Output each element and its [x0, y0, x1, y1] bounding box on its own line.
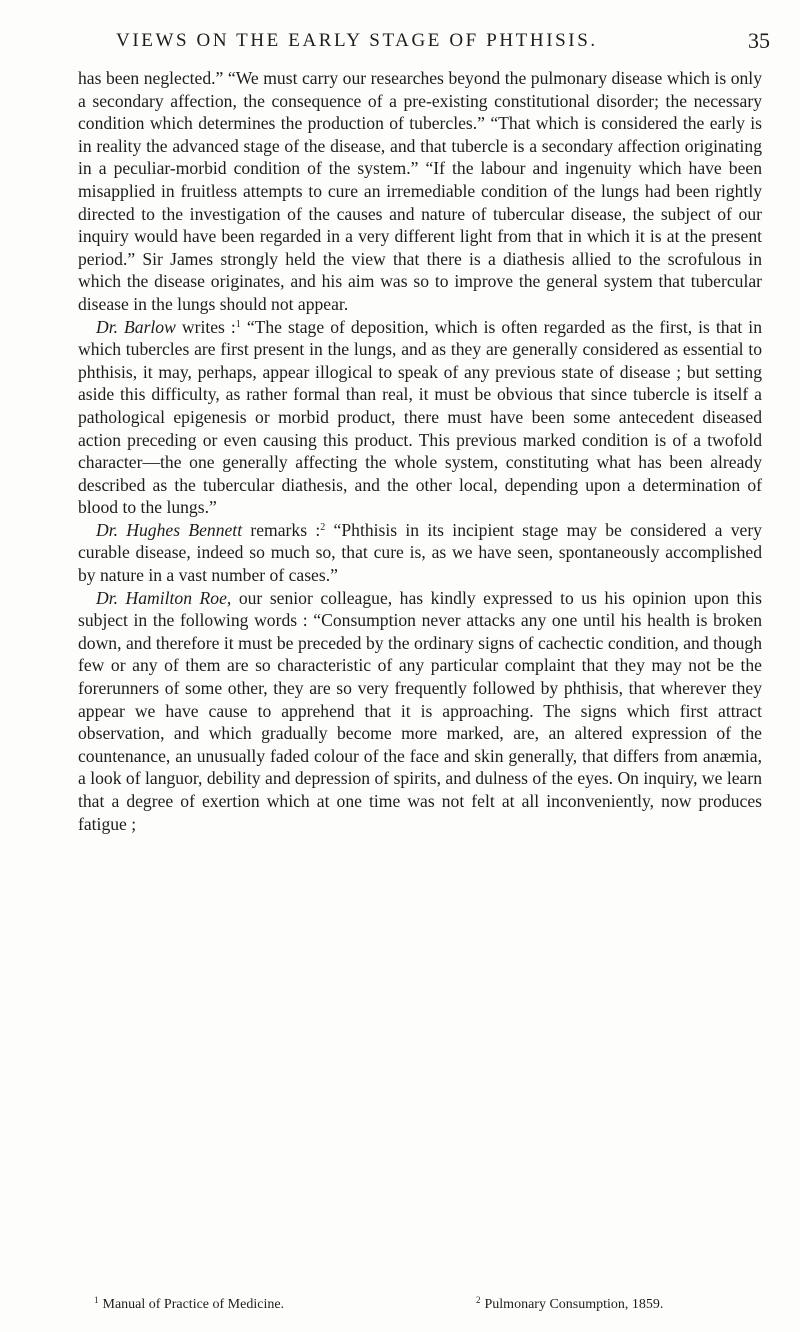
- quotation-text: , our senior colleague, has kindly expressed to us his opinion upon this subject in the following words : “Consumption never attacks any one until his health is broken down, and therefore it must be preceded by the ordinary signs of cachectic condition, and though few or any of them are so characteristic of any particular complaint that they may not be the forerunners of some other, they are so very frequently followed by phthisis, that wherever they appear we have cause to apprehend that it is approaching. The signs which first attract observation, and which gradually become more marked, are, an altered expression of the countenance, an unusually faded colour of the face and skin generally, that differs from anæmia, a look of languor, debility and depression of spirits, and dulness of the eyes. On inquiry, we learn that a degree of exertion which at one time was not felt at all inconveniently, now produces fatigue ;: [78, 587, 762, 834]
- footnote-text: Pulmonary Consumption, 1859.: [484, 1297, 664, 1312]
- quotation-text: “Phthisis in its incipient stage may be considered a very curable disease, indeed so much so, that cure is, as we have seen, spontaneously accomplished by nature in a vast number of cases.”: [78, 519, 762, 586]
- footnote-ref: 1: [235, 318, 241, 330]
- body-text: [78, 67, 762, 835]
- running-head: [70, 30, 770, 60]
- author-name: Dr. Barlow: [96, 316, 176, 337]
- footnote-mark: 2: [476, 1295, 481, 1305]
- footnote-1: [94, 1295, 284, 1313]
- attribution-verb: remarks :: [242, 519, 321, 540]
- page-number: 35: [748, 28, 770, 53]
- paragraph-3: [78, 519, 762, 587]
- footnote-text: Manual of Practice of Medicine.: [102, 1297, 285, 1312]
- footnote-mark: 1: [94, 1295, 99, 1305]
- footnotes: [78, 1295, 762, 1315]
- footnote-ref: 2: [320, 521, 326, 533]
- footnote-2: [476, 1295, 663, 1313]
- author-name: Dr. Hughes Bennett: [96, 519, 243, 540]
- running-title: VIEWS ON THE EARLY STAGE OF PHTHISIS.: [116, 30, 598, 51]
- paragraph-4: [78, 587, 762, 836]
- attribution-verb: writes :: [175, 316, 236, 337]
- quotation-text: “The stage of deposition, which is often regarded as the first, is that in which tubercles are first present in the lungs, and as they are generally considered as essential to phthisis, it may, perhaps, appear illogical to speak of any previous state of disease ; but setting aside this difficulty, as rather formal than real, it must be obvious that since tubercle is itself a pathological epigenesis or morbid product, there must have been some antecedent diseased action preceding or even causing this product. This previous marked condition is of a twofold character—the one generally affecting the whole system, constituting what has been already described as the tubercular diathesis, and the other local, depending upon a determination of blood to the lungs.”: [78, 316, 762, 518]
- paragraph-2: [78, 316, 762, 519]
- author-name: Dr. Hamilton Roe: [96, 587, 227, 608]
- paragraph-1: has been neglected.” “We must carry our researches beyond the pulmonary disease which is only a secondary affection, the consequence of a pre-existing constitutional disorder; the necessary condition which determines the production of tubercles.” “That which is considered the early is in reality the advanced stage of the disease, and that tubercle is a secondary affection originating in a peculiar-morbid condition of the system.” “If the labour and ingenuity which have been misapplied in fruitless attempts to cure an irremediable condition of the lungs had been rightly directed to the investigation of the causes and nature of tubercular disease, the subject of our inquiry would have been regarded in a very different light from that in which it is at the present period.” Sir James strongly held the view that there is a diathesis allied to the scrofulous in which the disease originates, and his aim was so to improve the general system that tubercular disease in the lungs should not appear.: [78, 68, 762, 314]
